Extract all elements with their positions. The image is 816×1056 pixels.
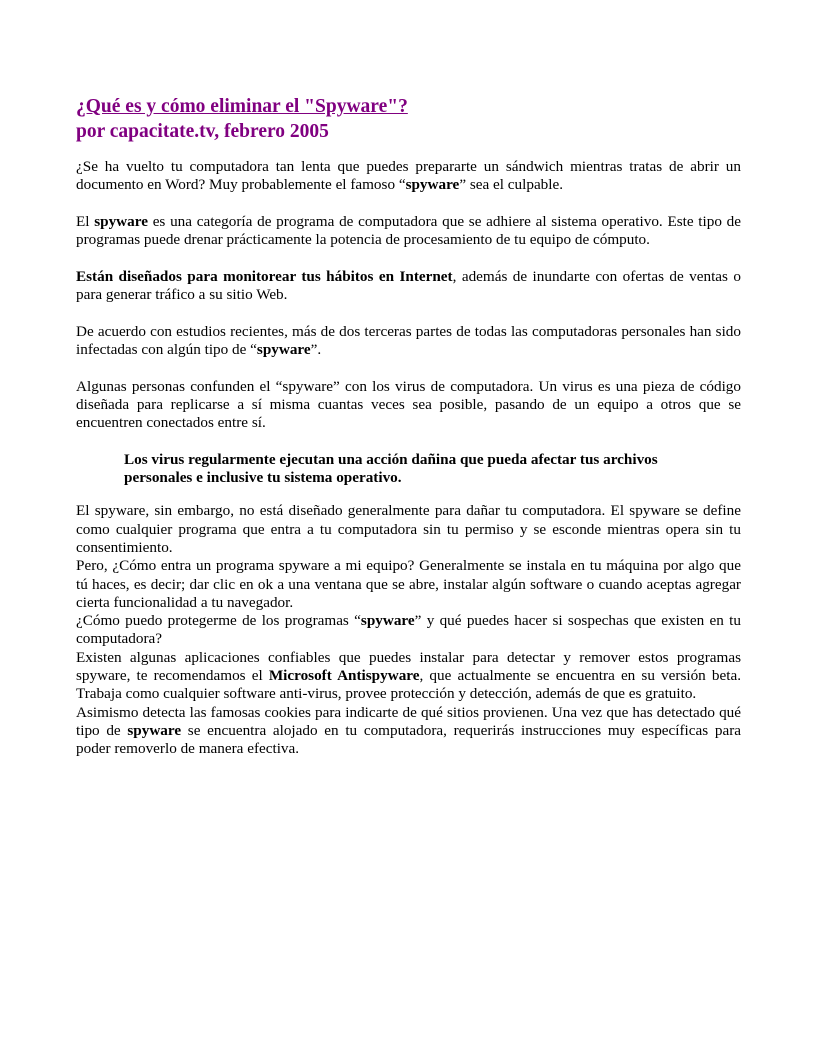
page-title	[76, 94, 741, 144]
document-page	[76, 94, 741, 759]
paragraph-cookies: Asimismo detecta las famosas cookies para indicarte de qué sitios provienen. Una vez que has detectado qué tipo de spyware se encuentra alojado en tu computadora, requerirás instrucciones muy específicas para poder removerlo de manera efectiva.	[76, 703, 742, 758]
title-link[interactable]: ¿Qué es y cómo eliminar el "Spyware"?	[76, 96, 408, 117]
paragraph-intro: ¿Se ha vuelto tu computadora tan lenta que puedes prepararte un sándwich mientras tratas de abrir un documento en Word? Muy probablemente el famoso “spyware” sea el culpable.	[76, 158, 741, 194]
emphasis-product-name: Microsoft Antispyware	[268, 667, 420, 685]
paragraph-recommendation: Existen algunas aplicaciones confiables que puedes instalar para detectar y remover estos programas spyware, te recomendamos el Microsoft Antispyware, que actualmente se encuentra en su versión beta. Trabaja como cualquier software anti-virus, provee protección y detección, además de que es gratuito.	[76, 648, 741, 703]
byline: por capacitate.tv, febrero 2005	[76, 121, 329, 142]
emphasis-spyware: spyware	[360, 612, 415, 630]
emphasis-spyware: spyware	[127, 721, 182, 739]
paragraph-how-it-enters: Pero, ¿Cómo entra un programa spyware a mi equipo? Generalmente se instala en tu máquina por algo que tú haces, es decir; dar clic en ok a una ventana que se abre, instalar algún software o cuando aceptas agregar cierta funcionalidad a tu navegador.	[76, 557, 741, 611]
paragraph-purpose: Están diseñados para monitorear tus hábitos en Internet, además de inundarte con ofertas de ventas o para generar tráfico a su sitio Web.	[76, 267, 741, 304]
emphasis-monitoring: Están diseñados para monitorear tus hábitos en Internet	[76, 267, 453, 285]
emphasis-spyware: spyware	[94, 212, 148, 230]
article-body	[76, 158, 741, 759]
blockquote-virus-warning: Los virus regularmente ejecutan una acción dañina que pueda afectar tus archivos personales e inclusive tu sistema operativo.	[124, 450, 658, 487]
paragraph-definition: El spyware es una categoría de programa de computadora que se adhiere al sistema operativo. Este tipo de programas puede drenar prácticamente la potencia de procesamiento de tu equipo de cómputo.	[76, 212, 741, 249]
paragraph-statistics: De acuerdo con estudios recientes, más de dos terceras partes de todas las computadoras personales han sido infectadas con algún tipo de “spyware”.	[76, 322, 741, 358]
paragraph-spyware-explained: El spyware, sin embargo, no está diseñado generalmente para dañar tu computadora. El spyware se define como cualquier programa que entra a tu computadora sin tu permiso y se esconde mientras opera sin tu consentimiento.	[76, 502, 741, 556]
paragraph-protection-question: ¿Cómo puedo protegerme de los programas “spyware” y qué puedes hacer si sospechas que existen en tu computadora?	[76, 612, 741, 648]
emphasis-spyware: spyware	[256, 340, 311, 358]
paragraph-virus-comparison: Algunas personas confunden el “spyware” con los virus de computadora. Un virus es una pieza de código diseñada para replicarse a sí misma cuantas veces sea posible, pasando de un equipo a otros que se encuentren conectados entre sí.	[76, 377, 741, 432]
emphasis-spyware: spyware	[405, 176, 460, 194]
